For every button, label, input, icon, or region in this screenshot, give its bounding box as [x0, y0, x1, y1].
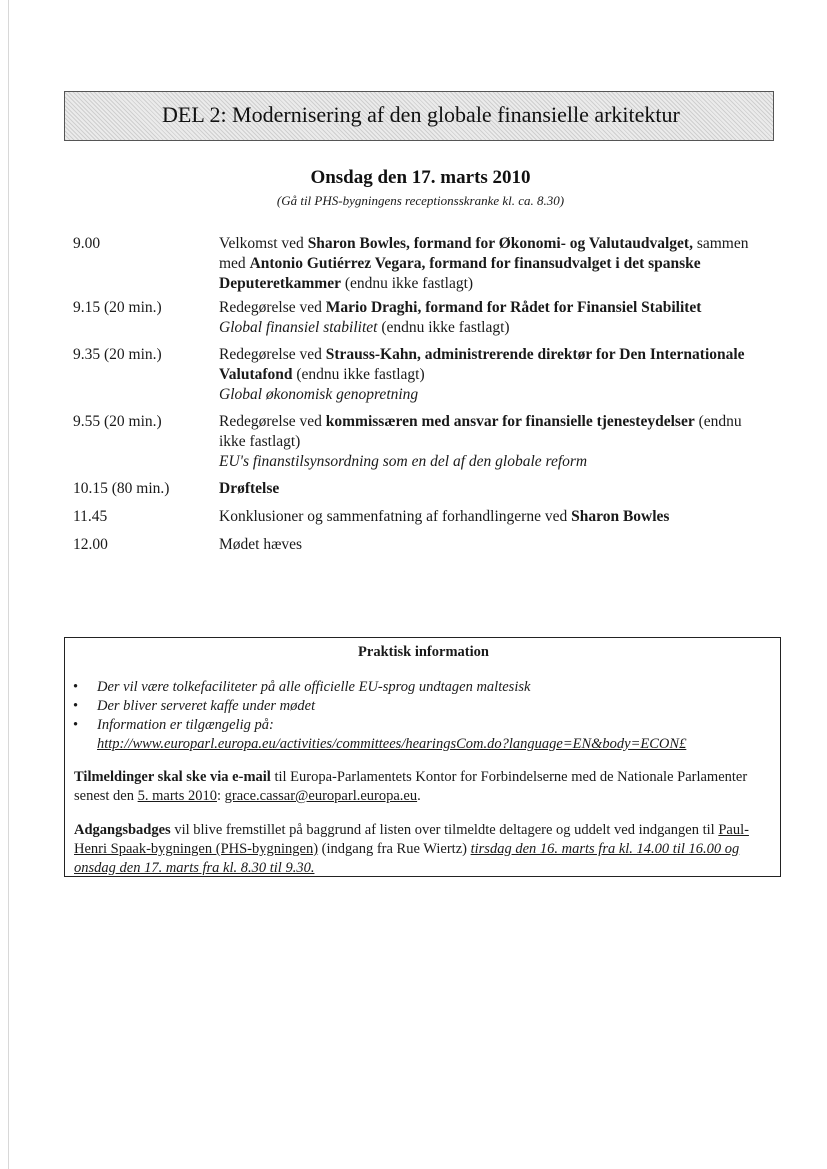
agenda-time: 9.35 (20 min.) — [73, 346, 162, 363]
agenda-subtitle: EU's finanstilsynsordning som en del af den globale reform — [219, 453, 588, 470]
registration-text: til Europa-Parlamentets Kontor for Forbindelserne med de Nationale Parlamenter senest den — [74, 769, 748, 804]
info-link[interactable]: http://www.europarl.europa.eu/activities/committees/hearingsCom.do?language=EN&body=ECON£ — [97, 736, 687, 752]
agenda-content — [219, 507, 763, 527]
bullet-icon: • — [73, 679, 79, 695]
agenda-text: (endnu ikke fastlagt) — [219, 413, 742, 450]
agenda-table — [73, 234, 763, 563]
page-title: DEL 2: Modernisering af den globale finansielle arkitektur — [162, 102, 680, 127]
badges-lead: Adgangsbadges — [74, 822, 171, 838]
list-item-text: Der bliver serveret kaffe under mødet — [97, 698, 316, 714]
practical-info-box — [64, 637, 781, 877]
agenda-text: Konklusioner og sammenfatning af forhandlingerne ved — [219, 508, 572, 525]
list-item-text: Der vil være tolkefaciliteter på alle officielle EU-sprog undtagen maltesisk — [97, 679, 531, 695]
agenda-topic: Global finansiel stabilitet — [219, 319, 378, 336]
registration-text: . — [417, 788, 421, 804]
agenda-content: Drøftelse — [219, 480, 280, 497]
practical-info-list — [65, 678, 686, 754]
agenda-content: Mødet hæves — [219, 536, 303, 553]
agenda-row — [73, 234, 763, 298]
speaker-name: kommissæren med ansvar for finansielle tjenesteydelser — [325, 413, 695, 430]
practical-info-title: Praktisk information — [358, 644, 489, 660]
list-item — [65, 697, 686, 716]
registration-paragraph — [74, 768, 774, 806]
agenda-time: 12.00 — [73, 536, 108, 553]
agenda-subtitle — [219, 318, 763, 338]
list-item-text: Information er tilgængelig på: — [97, 717, 274, 733]
badges-building: Paul-Henri Spaak-bygningen (PHS-bygningen) — [74, 822, 749, 857]
agenda-text: (endnu ikke fastlagt) — [377, 319, 510, 336]
agenda-time: 9.15 (20 min.) — [73, 299, 162, 316]
speaker-name: Mario Draghi, formand for Rådet for Finansiel Stabilitet — [325, 299, 702, 316]
badges-text: (indgang fra Rue Wiertz) — [318, 841, 471, 857]
section-title-banner — [64, 91, 774, 141]
agenda-content — [219, 345, 763, 405]
agenda-text: (endnu ikke fastlagt) — [292, 366, 425, 383]
registration-lead: Tilmeldinger skal ske via e-mail — [74, 769, 271, 785]
list-item — [65, 678, 686, 697]
speaker-name: Sharon Bowles, formand for Økonomi- og Valutaudvalget, — [307, 235, 693, 252]
speaker-name: Sharon Bowles — [571, 508, 670, 525]
badges-times: tirsdag den 16. marts fra kl. 14.00 til 16.00 og onsdag den 17. marts fra kl. 8.30 til 9.30. — [74, 841, 740, 876]
agenda-row — [73, 298, 763, 345]
agenda-content — [219, 412, 763, 472]
agenda-time: 11.45 — [73, 508, 108, 525]
agenda-row — [73, 535, 763, 563]
agenda-row — [73, 412, 763, 479]
agenda-text: Velkomst ved — [219, 235, 308, 252]
agenda-text: Redegørelse ved — [219, 299, 326, 316]
badges-paragraph — [74, 821, 774, 878]
agenda-text: Redegørelse ved — [219, 413, 326, 430]
bullet-icon: • — [73, 698, 79, 714]
agenda-time: 9.00 — [73, 235, 101, 252]
agenda-time: 10.15 (80 min.) — [73, 480, 170, 497]
agenda-text: (endnu ikke fastlagt) — [340, 275, 474, 292]
speaker-name: Antonio Gutiérrez Vegara, formand for finansudvalget i det spanske Deputeretkammer — [219, 255, 701, 292]
agenda-row — [73, 345, 763, 412]
registration-text: : — [216, 788, 225, 804]
list-item — [65, 716, 686, 754]
agenda-text: sammen med — [219, 235, 749, 272]
agenda-content — [219, 234, 763, 294]
badges-text: vil blive fremstillet på baggrund af listen over tilmeldte deltagere og uddelt ved indgangen til — [170, 822, 719, 838]
registration-email-link[interactable]: grace.cassar@europarl.europa.eu — [224, 788, 418, 804]
reception-note: (Gå til PHS-bygningens receptionsskranke kl. ca. 8.30) — [276, 193, 565, 208]
agenda-subtitle: Global økonomisk genopretning — [219, 386, 419, 403]
session-date: Onsdag den 17. marts 2010 — [310, 167, 531, 188]
speaker-name: Strauss-Kahn, administrerende direktør for Den Internationale Valutafond — [219, 346, 745, 383]
agenda-content — [219, 298, 763, 338]
agenda-row — [73, 507, 763, 535]
agenda-time: 9.55 (20 min.) — [73, 413, 162, 430]
bullet-icon: • — [73, 717, 79, 733]
registration-deadline: 5. marts 2010 — [137, 788, 217, 804]
agenda-row — [73, 479, 763, 507]
agenda-text: Redegørelse ved — [219, 346, 326, 363]
